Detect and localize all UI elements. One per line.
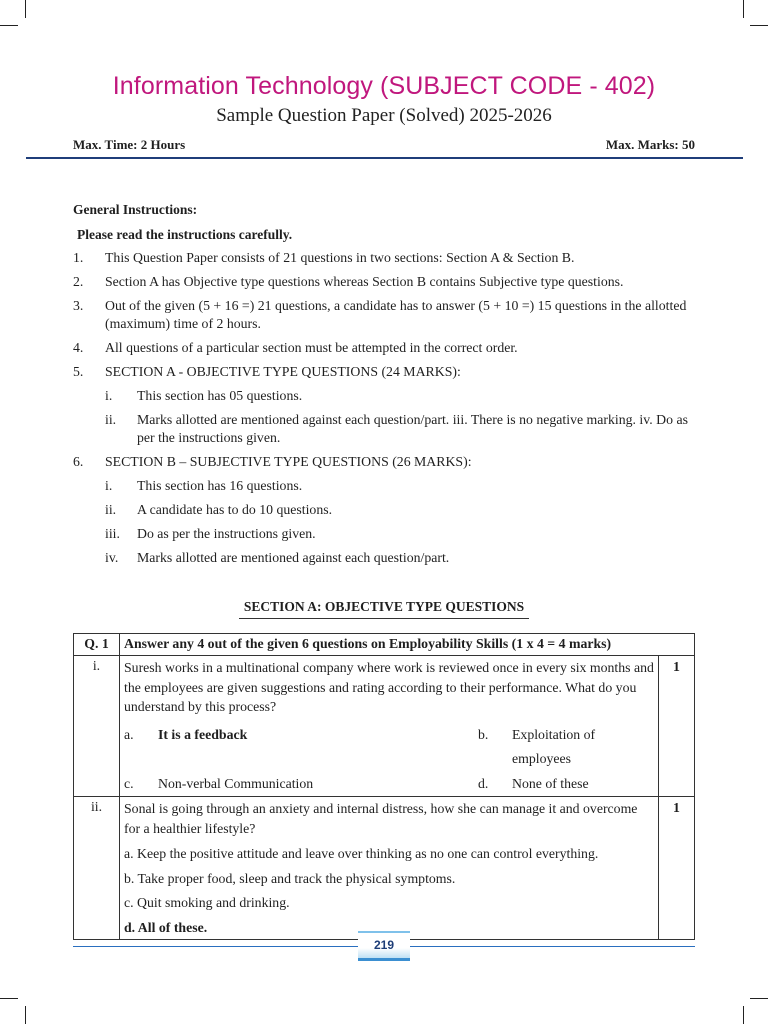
crop-mark	[25, 0, 26, 18]
list-item: Out of the given (5 + 16 =) 21 questions, a candidate has to answer (5 + 10 =) 15 questions in the allotted (maximum) time of 2 hours.	[105, 298, 687, 331]
section-a-heading: SECTION A: OBJECTIVE TYPE QUESTIONS	[243, 599, 525, 614]
instructions-heading: General Instructions:	[73, 202, 198, 217]
page-subtitle: Sample Question Paper (Solved) 2025-2026	[216, 105, 552, 126]
table-row	[74, 656, 695, 797]
max-marks: Max. Marks: 50	[605, 137, 695, 152]
sub-item: Do as per the instructions given.	[137, 526, 316, 541]
section-a-underline	[239, 618, 529, 619]
sub-item-number: iii.	[105, 526, 120, 541]
options-grid	[120, 717, 658, 797]
option-label: d.	[478, 775, 489, 791]
footer-line-left	[73, 946, 358, 947]
question-number: i.	[74, 656, 120, 797]
option-text: a. Keep the positive attitude and leave over thinking as no one can control everything.	[124, 846, 599, 861]
option-label: a.	[124, 726, 134, 742]
option-text: Non-verbal Communication	[158, 775, 314, 791]
option-text: None of these	[512, 775, 589, 791]
question-label: Q. 1	[74, 634, 120, 656]
question-cell	[120, 797, 659, 940]
sub-item: Marks allotted are mentioned against each question/part.	[137, 550, 450, 565]
sub-item: This section has 05 questions.	[137, 388, 303, 403]
option-label: c.	[124, 775, 134, 791]
marks-cell: 1	[659, 797, 695, 940]
list-item-number: 6.	[73, 454, 84, 469]
list-item-number: 4.	[73, 340, 84, 355]
sub-item: This section has 16 questions.	[137, 478, 303, 493]
list-item-number: 5.	[73, 364, 84, 379]
list-item: SECTION B – SUBJECTIVE TYPE QUESTIONS (26 MARKS):	[105, 454, 472, 469]
question-number: ii.	[74, 797, 120, 940]
page-number: 219	[358, 931, 410, 961]
crop-mark	[0, 25, 18, 26]
sub-item-number: ii.	[105, 502, 117, 517]
list-item: All questions of a particular section must be attempted in the correct order.	[105, 340, 518, 355]
sub-item: A candidate has to do 10 questions.	[137, 502, 333, 517]
question-text: Sonal is going through an anxiety and internal distress, how she can manage it and overcome for a healthier lifestyle?	[124, 801, 638, 836]
list-item: Section A has Objective type questions whereas Section B contains Subjective type questions.	[105, 274, 624, 289]
list-item: This Question Paper consists of 21 questions in two sections: Section A & Section B.	[105, 250, 575, 265]
option-text: b. Take proper food, sleep and track the physical symptoms.	[124, 870, 456, 886]
option-label: b.	[478, 726, 489, 742]
list-item: SECTION A - OBJECTIVE TYPE QUESTIONS (24 MARKS):	[105, 364, 461, 379]
sub-item-number: iv.	[105, 550, 119, 565]
table-row	[74, 797, 695, 940]
list-item-number: 2.	[73, 274, 84, 289]
crop-mark	[750, 998, 768, 999]
sub-item-number: i.	[105, 478, 113, 493]
option-answer: d. All of these.	[124, 919, 208, 935]
option-answer: It is a feedback	[158, 726, 248, 742]
header-divider	[26, 157, 743, 159]
crop-mark	[0, 998, 18, 999]
question-header: Answer any 4 out of the given 6 questions on Employability Skills (1 x 4 = 4 marks)	[120, 634, 695, 656]
crop-mark	[750, 25, 768, 26]
table-header-row	[74, 634, 695, 656]
question-cell	[120, 656, 659, 797]
instructions-subheading: Please read the instructions carefully.	[77, 227, 293, 242]
sub-item-number: i.	[105, 388, 113, 403]
option-text: c. Quit smoking and drinking.	[124, 895, 290, 910]
question-table	[73, 633, 695, 940]
list-item-number: 1.	[73, 250, 84, 265]
crop-mark	[743, 1006, 744, 1024]
sub-item: Marks allotted are mentioned against each question/part. iii. There is no negative marking. iv. Do as per the instructions given.	[137, 412, 688, 445]
list-item-number: 3.	[73, 298, 84, 313]
marks-cell: 1	[659, 656, 695, 797]
question-text: Suresh works in a multinational company where work is reviewed once in every six months and the employees are given suggestions and rating according to their performance. What do you understand by this process?	[124, 660, 654, 714]
crop-mark	[25, 1006, 26, 1024]
page-title: Information Technology (SUBJECT CODE - 402)	[112, 72, 656, 100]
crop-mark	[743, 0, 744, 18]
sub-item-number: ii.	[105, 412, 117, 427]
option-text: Exploitation of employees	[512, 726, 596, 766]
max-time: Max. Time: 2 Hours	[73, 137, 186, 152]
footer-line-right	[410, 946, 695, 947]
